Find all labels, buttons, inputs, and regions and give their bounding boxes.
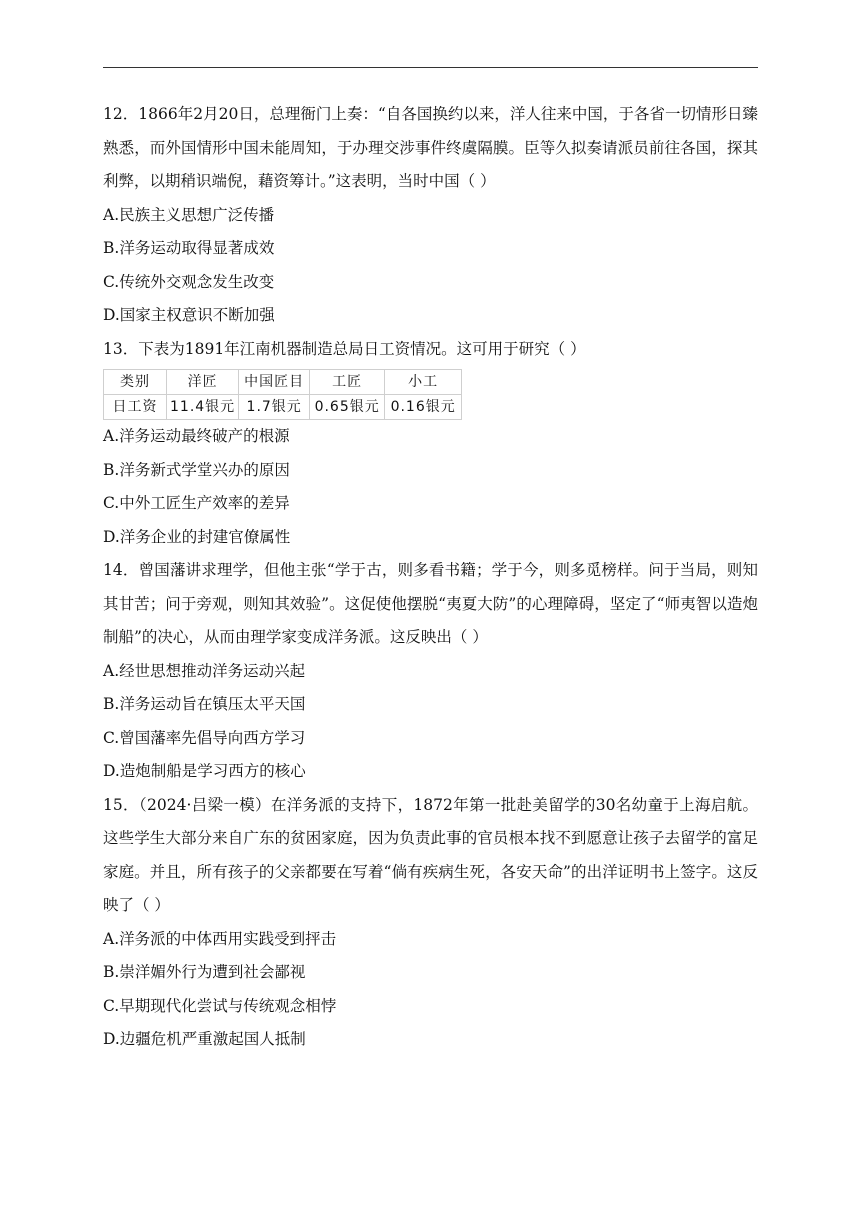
table-header-cell: 中国匠目 [239,370,310,395]
question-12 [103,98,758,333]
option-d[interactable]: D.洋务企业的封建官僚属性 [103,527,291,546]
table-header-row [104,370,462,395]
question-text: 下表为1891年江南机器制造总局日工资情况。这可用于研究（ ） [138,339,586,358]
option-d[interactable]: D.造炮制船是学习西方的核心 [103,762,306,780]
question-stem [103,333,758,367]
question-list [103,98,758,1057]
option-c[interactable]: C.中外工匠生产效率的差异 [103,494,290,512]
option-c[interactable]: C.早期现代化尝试与传统观念相悖 [103,996,337,1015]
option-b[interactable]: B.崇洋媚外行为遭到社会鄙视 [103,963,306,981]
option-a[interactable]: A.洋务运动最终破产的根源 [103,427,290,445]
question-stem [103,98,758,199]
wage-table [103,369,462,420]
question-text: 曾国藩讲求理学，但他主张“学于古，则多看书籍；学于今，则多觅榜样。问于当局，则知其甘苦；问于旁观，则知其效验”。这促使他摆脱“夷夏大防”的心理障碍，坚定了“师夷智以造炮制船”的决心，从而由理学家变成洋务派。这反映出（ ） [103,561,758,646]
question-stem [103,554,758,655]
table-header-cell: 小工 [385,370,462,395]
question-text: 1866年2月20日，总理衙门上奏：“自各国换约以来，洋人往来中国，于各省一切情形日臻熟悉，而外国情形中国未能周知，于办理交涉事件终虞隔膜。臣等久拟奏请派员前往各国，探其利弊，以期稍识端倪，藉资筹计。”这表明，当时中国（ ） [103,105,758,190]
header-rule [103,67,758,68]
option-a[interactable]: A.洋务派的中体西用实践受到抨击 [103,929,337,948]
question-number: 13． [103,339,139,358]
option-b[interactable]: B.洋务新式学堂兴办的原因 [103,460,290,479]
table-cell: 0.16银元 [385,395,462,420]
table-header-cell: 工匠 [310,370,385,395]
option-d[interactable]: D.国家主权意识不断加强 [103,306,275,324]
question-text: （2024·吕梁一模）在洋务派的支持下，1872年第一批赴美留学的30名幼童于上海启航。这些学生大部分来自广东的贫困家庭，因为负责此事的官员根本找不到愿意让孩子去留学的富足家庭。并且，所有孩子的父亲都要在写着“倘有疾病生死，各安天命”的出洋证明书上签字。这反映了（ ） [103,795,758,914]
option-d[interactable]: D.边疆危机严重激起国人抵制 [103,1030,306,1048]
table-header-cell: 洋匠 [167,370,239,395]
table-row [104,395,462,420]
question-number: 12． [103,105,139,123]
question-15 [103,789,758,1057]
option-b[interactable]: B.洋务运动取得显著成效 [103,239,275,257]
question-number: 15． [103,795,139,814]
table-header-cell: 类别 [104,370,167,395]
option-c[interactable]: C.传统外交观念发生改变 [103,272,275,291]
question-14 [103,554,758,789]
table-cell: 11.4银元 [167,395,239,420]
question-13 [103,333,758,555]
option-a[interactable]: A.民族主义思想广泛传播 [103,205,275,224]
question-number: 14． [103,561,139,579]
option-b[interactable]: B.洋务运动旨在镇压太平天国 [103,695,306,713]
option-c[interactable]: C.曾国藩率先倡导向西方学习 [103,728,306,747]
table-cell: 0.65银元 [310,395,385,420]
table-cell: 日工资 [104,395,167,420]
question-stem [103,789,758,923]
option-a[interactable]: A.经世思想推动洋务运动兴起 [103,661,306,680]
table-cell: 1.7银元 [239,395,310,420]
